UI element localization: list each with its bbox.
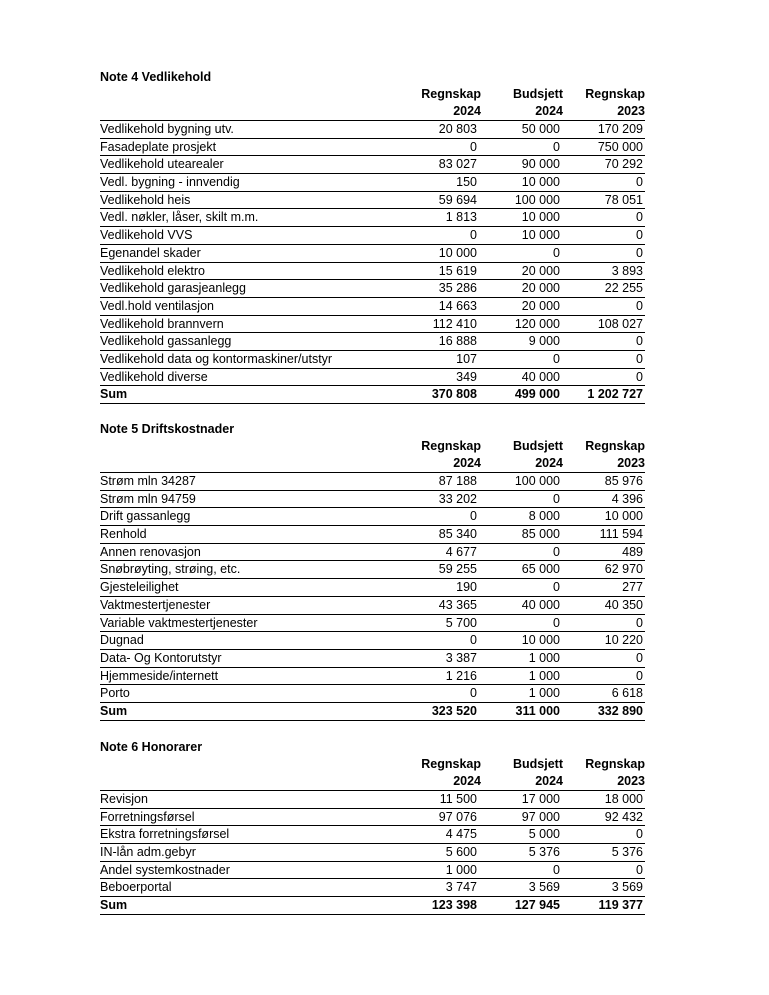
row-value: 4 396	[611, 491, 643, 506]
row-value: 323 520	[431, 703, 477, 718]
row-value: 10 220	[604, 633, 643, 648]
column-header-year: 2024	[535, 456, 563, 470]
column-header	[399, 438, 481, 472]
row-label: Vedlikehold elektro	[100, 263, 205, 278]
row-label: Snøbrøyting, strøing, etc.	[100, 562, 241, 577]
column-header-label: Regnskap	[585, 757, 645, 771]
table-row	[100, 227, 645, 245]
row-value: 85 976	[604, 474, 643, 488]
row-value: 190	[456, 580, 477, 595]
row-value: 3 569	[528, 880, 560, 895]
row-label: Drift gassanlegg	[100, 509, 191, 524]
row-label: Vedlikehold data og kontormaskiner/utstyr	[100, 351, 333, 366]
row-value: 370 808	[431, 387, 477, 402]
table-row	[100, 597, 645, 615]
column-header	[481, 86, 563, 120]
row-label: Fasadeplate prosjekt	[100, 139, 217, 154]
row-value: 14 663	[438, 298, 477, 313]
row-value: 87 188	[438, 474, 477, 488]
column-header-year: 2023	[617, 774, 645, 788]
row-value: 5 376	[528, 845, 560, 860]
table-row	[100, 491, 645, 509]
row-value: 0	[636, 862, 643, 877]
table-row	[100, 526, 645, 544]
row-value: 20 000	[521, 298, 560, 313]
row-value: 5 376	[611, 845, 643, 860]
row-label: Forretningsførsel	[100, 809, 195, 824]
row-value: 1 000	[528, 686, 560, 701]
row-value: 40 000	[521, 597, 560, 612]
row-value: 18 000	[604, 792, 643, 806]
row-value: 100 000	[514, 192, 560, 207]
row-value: 5 700	[445, 615, 477, 630]
table-row	[100, 579, 645, 597]
row-value: 1 000	[445, 862, 477, 877]
row-value: 108 027	[597, 316, 643, 331]
row-value: 65 000	[521, 562, 560, 577]
table-row	[100, 121, 645, 139]
table-row	[100, 862, 645, 880]
row-value: 0	[636, 827, 643, 842]
table-row	[100, 473, 645, 491]
row-value: 0	[636, 228, 643, 243]
row-value: 59 255	[438, 562, 477, 577]
row-value: 0	[636, 650, 643, 665]
row-value: 5 600	[445, 845, 477, 860]
row-value: 0	[470, 139, 477, 154]
table-row	[100, 879, 645, 897]
table-row	[100, 668, 645, 686]
column-header	[563, 756, 645, 790]
table-header	[100, 756, 645, 791]
row-value: 85 000	[521, 527, 560, 542]
row-label: Vedl.hold ventilasjon	[100, 298, 214, 313]
row-value: 97 076	[438, 809, 477, 824]
row-label: Data- Og Kontorutstyr	[100, 650, 222, 665]
row-value: 0	[553, 862, 560, 877]
column-header-label: Budsjett	[513, 757, 563, 771]
row-value: 0	[553, 491, 560, 506]
row-value: 0	[553, 615, 560, 630]
row-value: 20 000	[521, 281, 560, 296]
note-title: Note 4 Vedlikehold	[100, 70, 212, 84]
row-value: 311 000	[515, 703, 560, 718]
table-row	[100, 316, 645, 334]
table-row	[100, 791, 645, 809]
row-value: 127 945	[514, 898, 560, 913]
row-label: Vedlikehold garasjeanlegg	[100, 281, 246, 296]
table-row	[100, 685, 645, 703]
table-row	[100, 369, 645, 387]
column-header-year: 2023	[617, 456, 645, 470]
row-value: 10 000	[604, 509, 643, 524]
row-value: 3 569	[611, 880, 643, 895]
table-row	[100, 139, 645, 157]
column-header-label: Regnskap	[585, 87, 645, 101]
row-label: Vedlikehold VVS	[100, 228, 193, 243]
row-label: Variable vaktmestertjenester	[100, 615, 258, 630]
column-header	[481, 438, 563, 472]
row-value: 33 202	[438, 491, 477, 506]
row-label: Renhold	[100, 527, 147, 542]
row-label: Vedlikehold bygning utv.	[100, 122, 234, 136]
column-header	[563, 86, 645, 120]
row-label: Vedl. nøkler, låser, skilt m.m.	[100, 210, 259, 225]
table-row	[100, 844, 645, 862]
column-header-label: Regnskap	[421, 87, 481, 101]
table-row	[100, 333, 645, 351]
sum-row	[100, 703, 645, 721]
row-value: 0	[470, 228, 477, 243]
row-value: 10 000	[521, 633, 560, 648]
row-value: 10 000	[438, 245, 477, 260]
row-value: 0	[553, 544, 560, 559]
table-row	[100, 615, 645, 633]
row-value: 22 255	[604, 281, 643, 296]
note-title: Note 6 Honorarer	[100, 740, 203, 754]
row-value: 0	[470, 686, 477, 701]
row-label: Vedlikehold gassanlegg	[100, 334, 232, 349]
row-value: 120 000	[514, 316, 560, 331]
row-value: 170 209	[597, 122, 643, 136]
table-row	[100, 809, 645, 827]
table-row	[100, 245, 645, 263]
row-label: Sum	[100, 703, 128, 718]
row-value: 1 813	[445, 210, 477, 225]
column-header-year: 2024	[453, 774, 481, 788]
row-value: 489	[622, 544, 643, 559]
row-value: 0	[553, 580, 560, 595]
row-value: 35 286	[438, 281, 477, 296]
row-label: Andel systemkostnader	[100, 862, 230, 877]
row-value: 40 350	[604, 597, 643, 612]
row-value: 16 888	[438, 334, 477, 349]
row-label: Porto	[100, 686, 130, 701]
row-value: 100 000	[514, 474, 560, 488]
row-value: 0	[470, 509, 477, 524]
column-header-year: 2024	[535, 774, 563, 788]
row-label: Vedlikehold utearealer	[100, 157, 224, 172]
row-value: 3 747	[445, 880, 477, 895]
row-label: IN-lån adm.gebyr	[100, 845, 196, 860]
row-value: 20 000	[521, 263, 560, 278]
row-value: 0	[553, 139, 560, 154]
row-value: 3 387	[445, 650, 477, 665]
note-section	[100, 420, 645, 721]
row-value: 8 000	[528, 509, 560, 524]
row-value: 3 893	[611, 263, 643, 278]
column-header	[399, 86, 481, 120]
table-row	[100, 650, 645, 668]
row-value: 123 398	[431, 898, 477, 913]
sum-row	[100, 897, 645, 915]
row-value: 92 432	[604, 809, 643, 824]
column-header-year: 2023	[617, 104, 645, 118]
table-header	[100, 86, 645, 121]
table-header	[100, 438, 645, 473]
table-row	[100, 174, 645, 192]
row-value: 499 000	[514, 387, 560, 402]
column-header-label: Regnskap	[421, 757, 481, 771]
column-header-label: Budsjett	[513, 87, 563, 101]
note-section	[100, 68, 645, 404]
row-value: 277	[622, 580, 643, 595]
row-value: 0	[636, 245, 643, 260]
table-row	[100, 561, 645, 579]
table-row	[100, 298, 645, 316]
row-label: Dugnad	[100, 633, 144, 648]
table-row	[100, 280, 645, 298]
table-row	[100, 156, 645, 174]
column-header-year: 2024	[453, 104, 481, 118]
row-value: 6 618	[611, 686, 643, 701]
row-value: 150	[456, 175, 477, 190]
row-value: 0	[636, 175, 643, 190]
row-value: 43 365	[438, 597, 477, 612]
row-value: 10 000	[521, 175, 560, 190]
column-header-label: Budsjett	[513, 439, 563, 453]
row-value: 332 890	[597, 703, 643, 718]
row-label: Strøm mln 34287	[100, 474, 196, 488]
row-value: 1 000	[528, 650, 560, 665]
row-value: 0	[470, 633, 477, 648]
column-header-year: 2024	[535, 104, 563, 118]
row-value: 62 970	[604, 562, 643, 577]
row-value: 107	[456, 351, 477, 366]
sum-row	[100, 386, 645, 404]
row-value: 349	[456, 369, 477, 384]
row-value: 0	[636, 668, 643, 683]
row-value: 0	[636, 334, 643, 349]
row-value: 111 594	[599, 527, 643, 542]
column-header-year: 2024	[453, 456, 481, 470]
row-value: 59 694	[438, 192, 477, 207]
column-header-label: Regnskap	[421, 439, 481, 453]
row-value: 97 000	[521, 809, 560, 824]
row-label: Annen renovasjon	[100, 544, 201, 559]
table-row	[100, 209, 645, 227]
row-value: 1 000	[528, 668, 560, 683]
row-value: 70 292	[604, 157, 643, 172]
row-label: Hjemmeside/internett	[100, 668, 219, 683]
column-header-label: Regnskap	[585, 439, 645, 453]
row-value: 11 500	[439, 792, 477, 806]
column-header	[399, 756, 481, 790]
row-value: 20 803	[438, 122, 477, 136]
row-label: Revisjon	[100, 792, 148, 806]
row-value: 50 000	[521, 122, 560, 136]
row-value: 15 619	[438, 263, 477, 278]
row-value: 4 475	[445, 827, 477, 842]
row-value: 1 216	[445, 668, 477, 683]
row-value: 119 377	[598, 898, 643, 913]
table-row	[100, 632, 645, 650]
row-label: Strøm mln 94759	[100, 491, 196, 506]
row-value: 0	[636, 298, 643, 313]
row-value: 4 677	[445, 544, 477, 559]
table-row	[100, 263, 645, 281]
row-label: Gjesteleilighet	[100, 580, 179, 595]
row-value: 40 000	[521, 369, 560, 384]
table-row	[100, 508, 645, 526]
table-row	[100, 826, 645, 844]
table-row	[100, 192, 645, 210]
column-header	[563, 438, 645, 472]
row-value: 78 051	[604, 192, 643, 207]
table-row	[100, 544, 645, 562]
row-value: 90 000	[521, 157, 560, 172]
row-value: 17 000	[521, 792, 560, 806]
note-title: Note 5 Driftskostnader	[100, 422, 235, 436]
row-label: Vaktmestertjenester	[100, 597, 211, 612]
column-header	[481, 756, 563, 790]
row-value: 10 000	[521, 210, 560, 225]
row-value: 0	[636, 210, 643, 225]
row-label: Sum	[100, 898, 128, 913]
row-value: 10 000	[521, 228, 560, 243]
row-value: 5 000	[528, 827, 560, 842]
row-label: Vedl. bygning - innvendig	[100, 175, 240, 190]
row-value: 112 410	[432, 316, 477, 331]
row-value: 750 000	[597, 139, 643, 154]
note-section	[100, 738, 645, 915]
row-label: Vedlikehold diverse	[100, 369, 208, 384]
row-value: 0	[636, 369, 643, 384]
row-value: 0	[636, 351, 643, 366]
row-label: Beboerportal	[100, 880, 172, 895]
row-label: Vedlikehold brannvern	[100, 316, 224, 331]
row-label: Ekstra forretningsførsel	[100, 827, 230, 842]
row-value: 85 340	[438, 527, 477, 542]
row-value: 83 027	[438, 157, 477, 172]
row-value: 0	[636, 615, 643, 630]
row-value: 9 000	[528, 334, 560, 349]
row-value: 0	[553, 245, 560, 260]
row-value: 0	[553, 351, 560, 366]
row-label: Sum	[100, 387, 128, 402]
row-value: 1 202 727	[587, 387, 643, 402]
row-label: Egenandel skader	[100, 245, 201, 260]
table-row	[100, 351, 645, 369]
row-label: Vedlikehold heis	[100, 192, 191, 207]
